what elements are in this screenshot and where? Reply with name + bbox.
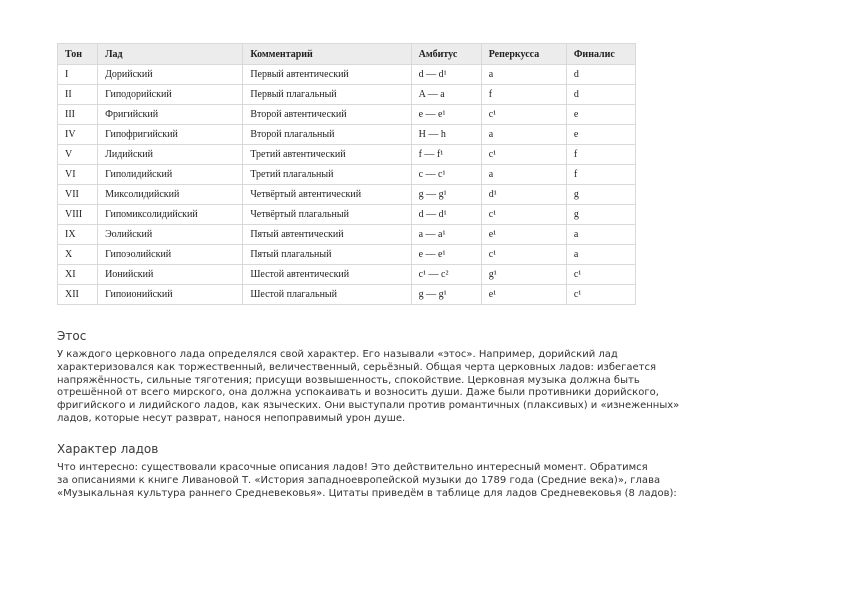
cell-finalis: c¹ xyxy=(566,285,635,305)
table-row xyxy=(58,145,636,165)
cell-comment: Второй автентический xyxy=(243,105,411,125)
cell-repercussa: e¹ xyxy=(481,285,566,305)
table-row xyxy=(58,225,636,245)
cell-tone: II xyxy=(58,85,98,105)
cell-mode: Гиполидийский xyxy=(98,165,243,185)
cell-finalis: g xyxy=(566,205,635,225)
table-row xyxy=(58,185,636,205)
cell-repercussa: f xyxy=(481,85,566,105)
cell-repercussa: c¹ xyxy=(481,245,566,265)
ethos-line: ладов, которые несут разврат, нанося непоправимый урон душе. xyxy=(57,412,406,424)
cell-mode: Фригийский xyxy=(98,105,243,125)
cell-tone: VII xyxy=(58,185,98,205)
character-paragraph xyxy=(57,462,787,500)
church-modes-table xyxy=(57,43,636,305)
cell-ambitus: c¹ — c² xyxy=(411,265,481,285)
cell-tone: III xyxy=(58,105,98,125)
cell-mode: Гипофригийский xyxy=(98,125,243,145)
header-tone: Тон xyxy=(58,44,98,65)
cell-comment: Пятый плагальный xyxy=(243,245,411,265)
cell-mode: Гипомиксолидийский xyxy=(98,205,243,225)
cell-finalis: e xyxy=(566,125,635,145)
cell-repercussa: c¹ xyxy=(481,105,566,125)
character-line: за описаниями к книге Ливановой Т. «История западноевропейской музыки до 1789 года (Средние века)», глава xyxy=(57,474,661,486)
cell-mode: Гиподорийский xyxy=(98,85,243,105)
cell-finalis: d xyxy=(566,85,635,105)
table-row xyxy=(58,65,636,85)
cell-ambitus: a — a¹ xyxy=(411,225,481,245)
cell-tone: V xyxy=(58,145,98,165)
table-row xyxy=(58,205,636,225)
cell-mode: Гипоэолийский xyxy=(98,245,243,265)
cell-repercussa: d¹ xyxy=(481,185,566,205)
cell-repercussa: a xyxy=(481,165,566,185)
cell-finalis: e xyxy=(566,105,635,125)
cell-repercussa: c¹ xyxy=(481,145,566,165)
cell-comment: Третий автентический xyxy=(243,145,411,165)
cell-finalis: f xyxy=(566,165,635,185)
cell-repercussa: c¹ xyxy=(481,205,566,225)
cell-ambitus: A — a xyxy=(411,85,481,105)
table-row xyxy=(58,85,636,105)
ethos-line: характеризовался как торжественный, величественный, серьёзный. Общая черта церковных ладов: избегается xyxy=(57,361,657,373)
cell-tone: IV xyxy=(58,125,98,145)
cell-repercussa: g¹ xyxy=(481,265,566,285)
table-header-row xyxy=(58,44,636,65)
ethos-paragraph xyxy=(57,349,787,426)
ethos-line: напряжённость, сильные тяготения; присущи возвышенность, спокойствие. Церковная музыка должна быть xyxy=(57,374,640,386)
ethos-line: фригийского и лидийского ладов, как языческих. Они выступали против романтичных (плаксивых) и «изнеженных» xyxy=(57,400,680,412)
cell-ambitus: f — f¹ xyxy=(411,145,481,165)
header-mode: Лад xyxy=(98,44,243,65)
cell-repercussa: e¹ xyxy=(481,225,566,245)
cell-tone: VI xyxy=(58,165,98,185)
cell-finalis: c¹ xyxy=(566,265,635,285)
cell-repercussa: a xyxy=(481,65,566,85)
cell-mode: Миксолидийский xyxy=(98,185,243,205)
cell-comment: Четвёртый автентический xyxy=(243,185,411,205)
cell-tone: XII xyxy=(58,285,98,305)
cell-finalis: g xyxy=(566,185,635,205)
cell-ambitus: d — d¹ xyxy=(411,205,481,225)
cell-mode: Эолийский xyxy=(98,225,243,245)
cell-ambitus: g — g¹ xyxy=(411,185,481,205)
cell-comment: Второй плагальный xyxy=(243,125,411,145)
cell-tone: X xyxy=(58,245,98,265)
ethos-line: отрешённой от всего мирского, она должна успокаивать и возносить души. Даже были противники дорийского, xyxy=(57,387,659,399)
cell-comment: Шестой плагальный xyxy=(243,285,411,305)
table-row xyxy=(58,285,636,305)
header-repercussa: Реперкусса xyxy=(481,44,566,65)
cell-comment: Третий плагальный xyxy=(243,165,411,185)
cell-finalis: f xyxy=(566,145,635,165)
cell-comment: Шестой автентический xyxy=(243,265,411,285)
cell-comment: Первый автентический xyxy=(243,65,411,85)
ethos-heading: Этос xyxy=(57,329,87,343)
cell-comment: Четвёртый плагальный xyxy=(243,205,411,225)
table-row xyxy=(58,265,636,285)
cell-finalis: d xyxy=(566,65,635,85)
cell-ambitus: g — g¹ xyxy=(411,285,481,305)
cell-tone: VIII xyxy=(58,205,98,225)
table-row xyxy=(58,125,636,145)
cell-tone: I xyxy=(58,65,98,85)
cell-ambitus: d — d¹ xyxy=(411,65,481,85)
header-comment: Комментарий xyxy=(243,44,411,65)
table-row xyxy=(58,165,636,185)
cell-comment: Пятый автентический xyxy=(243,225,411,245)
cell-tone: IX xyxy=(58,225,98,245)
header-ambitus: Амбитус xyxy=(411,44,481,65)
cell-comment: Первый плагальный xyxy=(243,85,411,105)
cell-tone: XI xyxy=(58,265,98,285)
cell-finalis: a xyxy=(566,245,635,265)
character-line: Что интересно: существовали красочные описания ладов! Это действительно интересный момент. Обратимся xyxy=(57,462,648,473)
cell-ambitus: H — h xyxy=(411,125,481,145)
cell-mode: Ионийский xyxy=(98,265,243,285)
table-row xyxy=(58,245,636,265)
character-line: «Музыкальная культура раннего Средневековья». Цитаты приведём в таблице для ладов Средневековья (8 ладов): xyxy=(57,487,677,499)
cell-repercussa: a xyxy=(481,125,566,145)
cell-finalis: a xyxy=(566,225,635,245)
cell-ambitus: e — e¹ xyxy=(411,245,481,265)
character-heading: Характер ладов xyxy=(57,442,159,456)
ethos-line: У каждого церковного лада определялся свой характер. Его называли «этос». Например, дорийский лад xyxy=(57,349,618,360)
cell-ambitus: e — e¹ xyxy=(411,105,481,125)
cell-mode: Гипоионийский xyxy=(98,285,243,305)
cell-mode: Лидийский xyxy=(98,145,243,165)
table-row xyxy=(58,105,636,125)
cell-mode: Дорийский xyxy=(98,65,243,85)
header-finalis: Финалис xyxy=(566,44,635,65)
cell-ambitus: c — c¹ xyxy=(411,165,481,185)
